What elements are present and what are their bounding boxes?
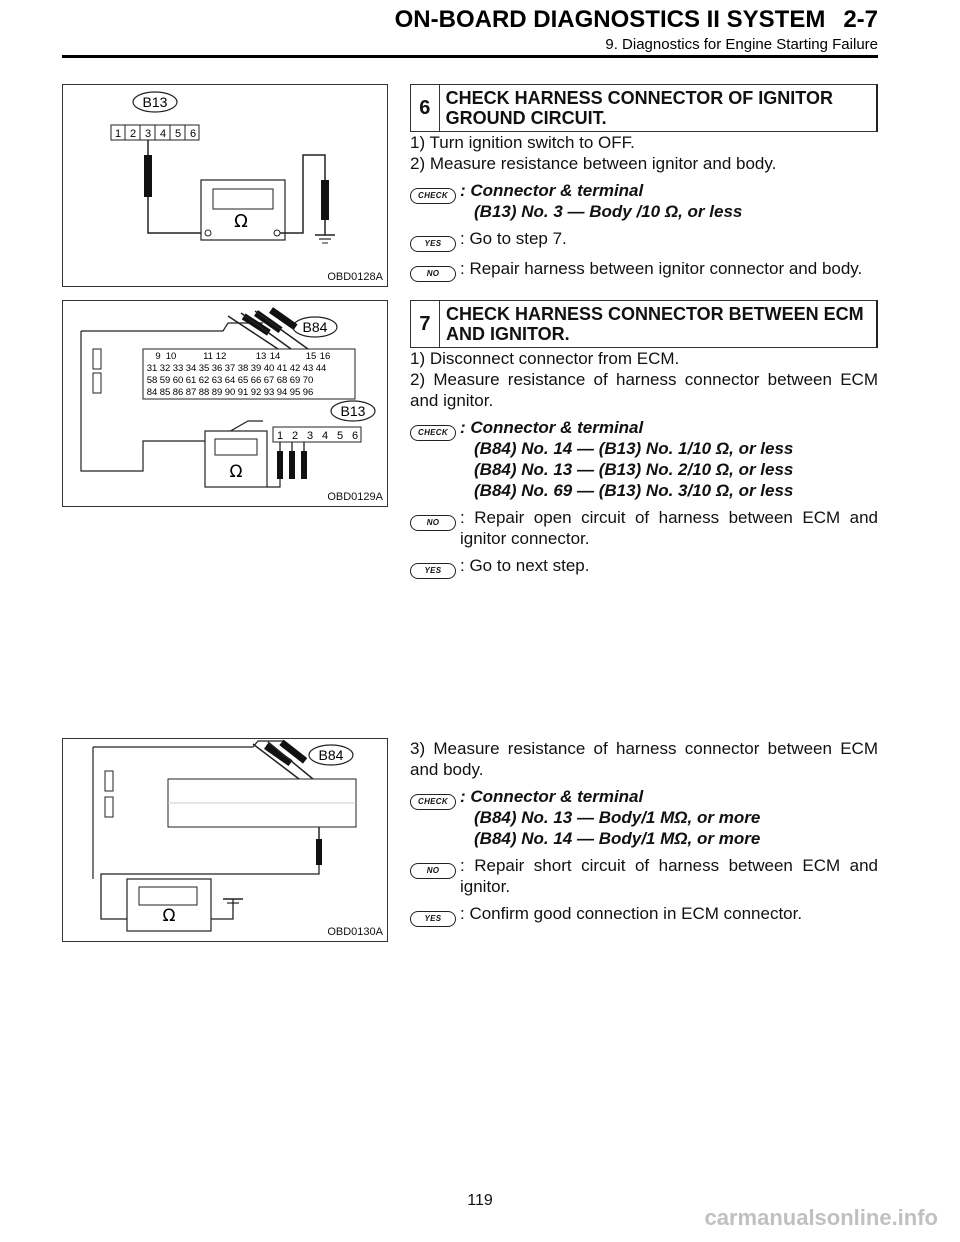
no-action: : Repair short circuit of harness between ECM and ignitor.: [460, 856, 878, 896]
instruction: 3) Measure resistance of harness connector between ECM and body.: [410, 739, 878, 779]
connector-label-b13: B13: [142, 94, 168, 110]
connector-label-b13: B13: [340, 403, 366, 419]
svg-text:86: 86: [172, 387, 184, 398]
svg-text:13: 13: [255, 351, 267, 362]
svg-text:59: 59: [159, 375, 171, 386]
check-condition: (B13) No. 3 — Body /10 Ω, or less: [474, 202, 743, 221]
check-badge-icon: CHECK: [410, 425, 456, 441]
svg-text:4: 4: [159, 128, 167, 140]
no-badge-icon: NO: [410, 863, 456, 879]
svg-text:6: 6: [189, 128, 197, 140]
check-row: [410, 417, 878, 501]
svg-text:11: 11: [203, 351, 213, 362]
ohm-symbol: Ω: [162, 906, 176, 926]
svg-text:2: 2: [129, 128, 137, 140]
svg-text:95: 95: [289, 387, 301, 398]
svg-text:5: 5: [174, 128, 182, 140]
instruction: 1) Disconnect connector from ECM.: [410, 349, 680, 368]
svg-text:9: 9: [155, 351, 161, 362]
svg-text:93: 93: [263, 387, 275, 398]
yes-badge-icon: YES: [410, 236, 456, 252]
yes-badge-icon: YES: [410, 911, 456, 927]
svg-text:38: 38: [237, 363, 249, 374]
watermark[interactable]: carmanualsonline.info: [704, 1205, 938, 1230]
figure-code: OBD0128A: [327, 271, 383, 283]
yes-action: : Confirm good connection in ECM connector.: [460, 904, 803, 923]
header-subtitle: 9. Diagnostics for Engine Starting Failure: [605, 36, 878, 53]
svg-text:2: 2: [291, 430, 299, 442]
header-title: ON-BOARD DIAGNOSTICS II SYSTEM: [394, 6, 826, 33]
check-condition: (B84) No. 13 — Body/1 MΩ, or more: [474, 808, 761, 827]
svg-text:44: 44: [315, 363, 327, 374]
ecm-body-diagram: [63, 739, 387, 941]
svg-text:6: 6: [351, 430, 359, 442]
svg-text:36: 36: [211, 363, 223, 374]
figure-ecm-ignitor: [62, 300, 388, 507]
header-rule: [62, 55, 878, 58]
check-condition: (B84) No. 14 — Body/1 MΩ, or more: [474, 829, 761, 848]
svg-text:96: 96: [302, 387, 314, 398]
svg-text:85: 85: [159, 387, 171, 398]
connector-label-b84: B84: [318, 747, 344, 763]
svg-text:31: 31: [146, 363, 158, 374]
check-row: [410, 786, 878, 849]
ohm-symbol: Ω: [234, 211, 248, 232]
svg-text:66: 66: [250, 375, 262, 386]
step-7-continued: [410, 738, 878, 927]
step-7-header: [410, 300, 878, 348]
no-action: : Repair open circuit of harness between ECM and ignitor connector.: [460, 508, 878, 548]
page-header: [0, 0, 960, 60]
check-badge-icon: CHECK: [410, 794, 456, 810]
ecm-ignitor-diagram: [63, 301, 387, 506]
svg-text:3: 3: [144, 128, 152, 140]
no-action: : Repair harness between ignitor connector and body.: [460, 259, 863, 278]
svg-text:70: 70: [302, 375, 314, 386]
svg-text:37: 37: [224, 363, 236, 374]
svg-text:33: 33: [172, 363, 184, 374]
svg-text:34: 34: [185, 363, 197, 374]
step-number: 7: [411, 301, 440, 347]
svg-text:67: 67: [263, 375, 275, 386]
check-label: : Connector & terminal: [460, 787, 644, 806]
step-6-header: [410, 84, 878, 132]
svg-text:32: 32: [159, 363, 171, 374]
svg-text:5: 5: [336, 430, 344, 442]
svg-text:35: 35: [198, 363, 210, 374]
ohm-symbol: Ω: [229, 462, 243, 482]
svg-text:92: 92: [250, 387, 262, 398]
svg-text:68: 68: [276, 375, 288, 386]
connector-label-b84: B84: [302, 319, 328, 335]
b13-connector-pins: [111, 125, 199, 140]
check-condition: (B84) No. 13 — (B13) No. 2/10 Ω, or less: [474, 460, 794, 479]
svg-text:65: 65: [237, 375, 249, 386]
svg-text:60: 60: [172, 375, 184, 386]
page-number: 119: [467, 1192, 493, 1209]
svg-text:39: 39: [250, 363, 262, 374]
svg-text:41: 41: [276, 363, 288, 374]
figure-code: OBD0129A: [327, 491, 383, 503]
svg-text:87: 87: [185, 387, 197, 398]
instruction: 2) Measure resistance of harness connector between ECM and ignitor.: [410, 370, 878, 410]
svg-text:14: 14: [269, 351, 281, 362]
instruction: 1) Turn ignition switch to OFF.: [410, 133, 635, 152]
step-6: [410, 84, 878, 282]
svg-text:90: 90: [224, 387, 236, 398]
yes-action: : Go to step 7.: [460, 229, 567, 248]
figure-ignitor-ground: [62, 84, 388, 287]
svg-text:42: 42: [289, 363, 301, 374]
b84-connector-pins: [143, 349, 355, 399]
check-label: : Connector & terminal: [460, 181, 644, 200]
yes-row: [410, 555, 878, 579]
b13-connector-pins: [273, 427, 361, 442]
svg-text:84: 84: [146, 387, 158, 398]
svg-text:69: 69: [289, 375, 301, 386]
ignitor-ground-diagram: [63, 85, 387, 286]
check-badge-icon: CHECK: [410, 188, 456, 204]
svg-text:58: 58: [146, 375, 158, 386]
yes-action: : Go to next step.: [460, 556, 590, 575]
no-badge-icon: NO: [410, 266, 456, 282]
svg-text:61: 61: [185, 375, 197, 386]
step-title: CHECK HARNESS CONNECTOR OF IGNITOR GROUND CIRCUIT.: [445, 88, 833, 128]
header-section: 2-7: [843, 6, 878, 33]
svg-text:43: 43: [302, 363, 314, 374]
svg-text:15: 15: [305, 351, 317, 362]
yes-row: [410, 228, 878, 252]
yes-row: [410, 903, 878, 927]
no-row: [410, 258, 878, 282]
svg-text:63: 63: [211, 375, 223, 386]
step-number: 6: [411, 85, 440, 131]
check-condition: (B84) No. 69 — (B13) No. 3/10 Ω, or less: [474, 481, 794, 500]
svg-text:64: 64: [224, 375, 236, 386]
svg-text:10: 10: [165, 351, 177, 362]
svg-text:88: 88: [198, 387, 210, 398]
header-title-row: [395, 6, 878, 34]
step-7: [410, 300, 878, 579]
svg-text:62: 62: [198, 375, 210, 386]
svg-text:89: 89: [211, 387, 223, 398]
instruction: 2) Measure resistance between ignitor and body.: [410, 154, 777, 173]
svg-text:3: 3: [306, 430, 314, 442]
no-badge-icon: NO: [410, 515, 456, 531]
svg-text:12: 12: [215, 351, 227, 362]
svg-text:91: 91: [237, 387, 249, 398]
figure-ecm-body: [62, 738, 388, 942]
check-row: [410, 180, 878, 222]
no-row: [410, 855, 878, 897]
svg-text:1: 1: [114, 128, 122, 140]
yes-badge-icon: YES: [410, 563, 456, 579]
step-title: CHECK HARNESS CONNECTOR BETWEEN ECM AND IGNITOR.: [445, 304, 864, 344]
no-row: [410, 507, 878, 549]
svg-text:40: 40: [263, 363, 275, 374]
svg-text:94: 94: [276, 387, 288, 398]
check-condition: (B84) No. 14 — (B13) No. 1/10 Ω, or less: [474, 439, 794, 458]
figure-code: OBD0130A: [327, 926, 383, 938]
svg-text:1: 1: [276, 430, 284, 442]
svg-text:4: 4: [321, 430, 329, 442]
check-label: : Connector & terminal: [460, 418, 644, 437]
svg-text:16: 16: [319, 351, 331, 362]
